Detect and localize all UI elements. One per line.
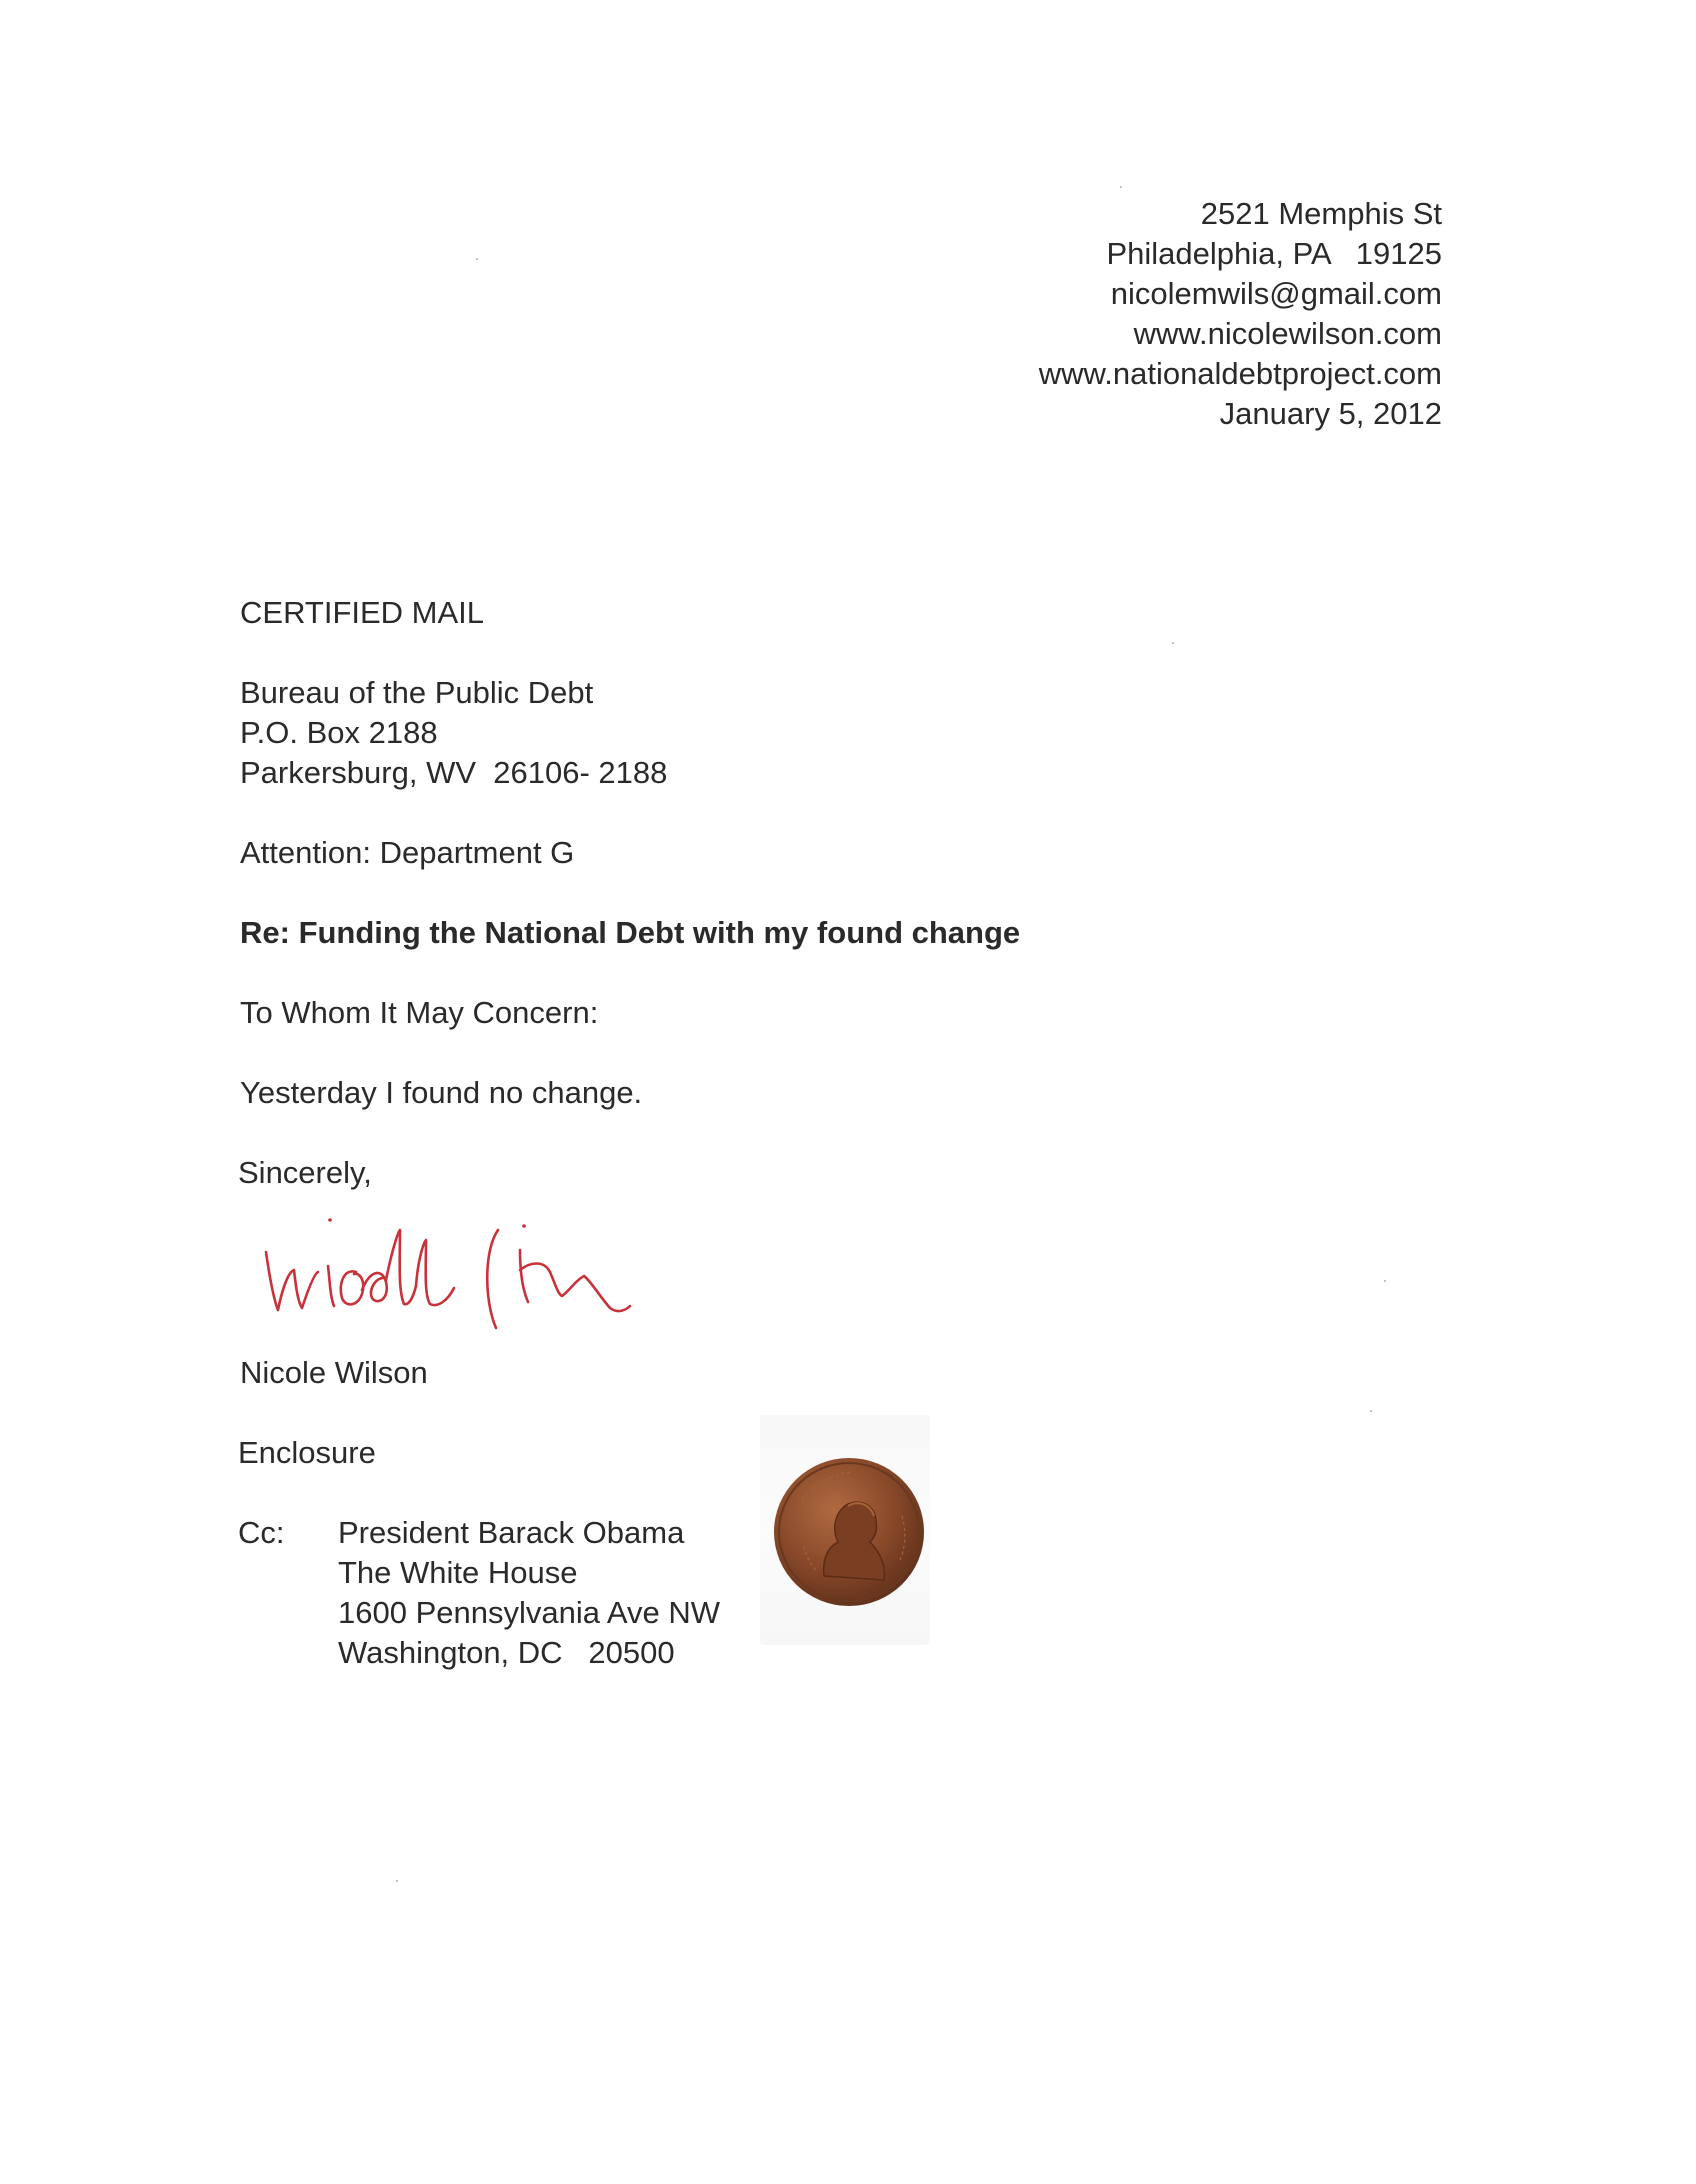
letter-body: Yesterday I found no change. [240,1075,643,1110]
sender-website-personal: www.nicolewilson.com [1133,316,1442,351]
cc-label: Cc: [238,1515,285,1550]
scan-speck [1120,186,1122,188]
delivery-method: CERTIFIED MAIL [240,595,485,630]
enclosure-note: Enclosure [238,1435,376,1470]
recipient-city-state-zip: Parkersburg, WV 26106- 2188 [240,755,668,790]
sender-street: 2521 Memphis St [1200,196,1442,231]
subject-line: Re: Funding the National Debt with my found change [240,915,1021,950]
recipient-name: Bureau of the Public Debt [240,675,594,710]
attention-line: Attention: Department G [240,835,575,870]
salutation: To Whom It May Concern: [240,995,599,1030]
sender-address-block [1039,194,1442,434]
cc-address-block [338,1513,720,1673]
scan-speck [1172,642,1174,644]
scan-speck [1384,1280,1386,1282]
scan-speck [1370,1410,1372,1412]
cc-name: President Barack Obama [338,1515,685,1550]
cc-org: The White House [338,1555,578,1590]
closing: Sincerely, [238,1155,372,1190]
letter-date: January 5, 2012 [1219,396,1442,431]
signer-name: Nicole Wilson [240,1355,428,1390]
penny-coin-icon [772,1456,926,1608]
sender-city-state-zip: Philadelphia, PA 19125 [1106,236,1442,271]
cc-city-state-zip: Washington, DC 20500 [338,1635,675,1670]
scan-speck [476,258,478,260]
recipient-address-block [240,673,667,793]
sender-website-project: www.nationaldebtproject.com [1038,356,1442,391]
cc-street: 1600 Pennsylvania Ave NW [338,1595,720,1630]
sender-email: nicolemwils@gmail.com [1110,276,1442,311]
scan-speck [396,1880,398,1882]
recipient-box: P.O. Box 2188 [240,715,438,750]
handwritten-signature [258,1210,638,1340]
